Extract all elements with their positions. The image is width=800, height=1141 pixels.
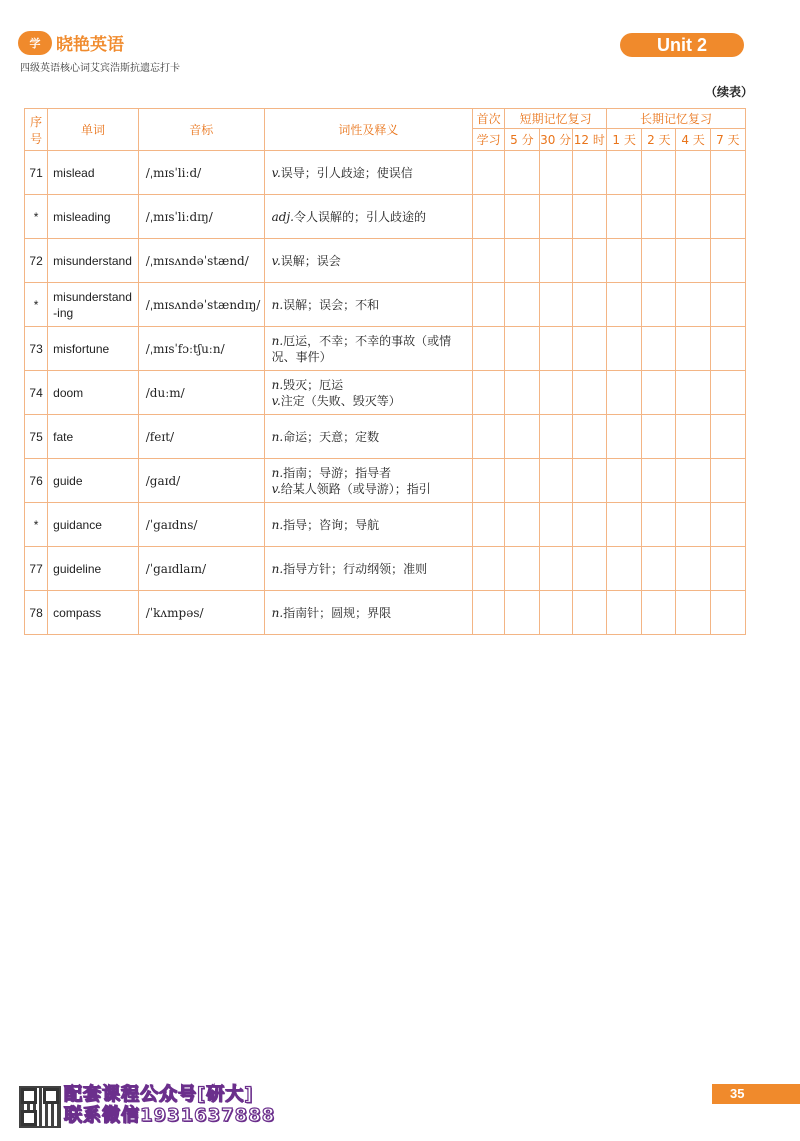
page-number: 35 <box>712 1084 800 1104</box>
check-2day[interactable] <box>642 327 676 371</box>
check-12h[interactable] <box>572 415 606 459</box>
page-subtitle: 四级英语核心词艾宾浩斯抗遗忘打卡 <box>20 63 180 74</box>
row-phonetic: /ˈgaɪdlaɪn/ <box>138 547 264 591</box>
meaning: 厄运，不幸；不幸的事故（或情况、事件） <box>271 333 452 364</box>
row-phonetic: /gaɪd/ <box>138 459 264 503</box>
check-5min[interactable] <box>505 503 539 547</box>
qr-finder-icon <box>21 1110 37 1126</box>
check-first-study[interactable] <box>473 371 505 415</box>
word-line-2: -ing <box>53 305 74 320</box>
row-phonetic: /ˌmɪsˈliːd/ <box>138 151 264 195</box>
check-7day[interactable] <box>710 547 745 591</box>
row-number: 75 <box>25 415 48 459</box>
check-1day[interactable] <box>606 547 641 591</box>
row-word: fate <box>48 415 139 459</box>
word-line-1: misunderstand <box>53 289 132 304</box>
header-short-30min: 30 分 <box>539 129 572 151</box>
check-4day[interactable] <box>676 239 710 283</box>
check-30min[interactable] <box>539 371 572 415</box>
header-long-term: 长期记忆复习 <box>606 109 745 129</box>
row-phonetic: /ˈgaɪdns/ <box>138 503 264 547</box>
check-7day[interactable] <box>710 591 745 635</box>
check-5min[interactable] <box>505 547 539 591</box>
check-1day[interactable] <box>606 151 641 195</box>
row-phonetic: /ˈkʌmpəs/ <box>138 591 264 635</box>
part-of-speech: n. <box>271 377 284 392</box>
check-2day[interactable] <box>642 503 676 547</box>
header-definition: 词性及释义 <box>264 109 472 151</box>
row-number: * <box>25 283 48 327</box>
check-2day[interactable] <box>642 283 676 327</box>
row-number: * <box>25 503 48 547</box>
check-5min[interactable] <box>505 283 539 327</box>
check-4day[interactable] <box>676 503 710 547</box>
row-phonetic: /ˌmɪsʌndəˈstændɪŋ/ <box>138 283 264 327</box>
check-first-study[interactable] <box>473 591 505 635</box>
part-of-speech: v. <box>271 481 281 496</box>
check-30min[interactable] <box>539 459 572 503</box>
part-of-speech: n. <box>271 333 284 348</box>
check-12h[interactable] <box>572 371 606 415</box>
row-word: guideline <box>48 547 139 591</box>
qr-finder-icon <box>21 1088 37 1104</box>
row-definition <box>264 151 472 195</box>
meaning: 令人误解的；引人歧途的 <box>294 209 427 224</box>
row-definition <box>264 503 472 547</box>
check-4day[interactable] <box>676 415 710 459</box>
check-7day[interactable] <box>710 371 745 415</box>
check-30min[interactable] <box>539 195 572 239</box>
check-2day[interactable] <box>642 239 676 283</box>
part-of-speech: v. <box>271 253 281 268</box>
logo-badge: 学 <box>18 31 52 55</box>
row-word <box>48 283 139 327</box>
part-of-speech: v. <box>271 165 281 180</box>
header-first-study-top: 首次 <box>473 109 505 129</box>
part-of-speech: n. <box>271 429 284 444</box>
check-1day[interactable] <box>606 503 641 547</box>
table-row <box>25 415 746 459</box>
check-5min[interactable] <box>505 239 539 283</box>
row-number: * <box>25 195 48 239</box>
row-word: compass <box>48 591 139 635</box>
check-2day[interactable] <box>642 371 676 415</box>
row-word: misleading <box>48 195 139 239</box>
check-2day[interactable] <box>642 415 676 459</box>
header-short-term: 短期记忆复习 <box>505 109 607 129</box>
meaning: 指南针；圆规；界限 <box>283 605 392 620</box>
check-1day[interactable] <box>606 415 641 459</box>
check-5min[interactable] <box>505 459 539 503</box>
meaning: 误导；引人歧途；使误信 <box>280 165 413 180</box>
header-short-12h: 12 时 <box>572 129 606 151</box>
check-first-study[interactable] <box>473 195 505 239</box>
check-1day[interactable] <box>606 283 641 327</box>
row-phonetic: /feɪt/ <box>138 415 264 459</box>
meaning: 指南；导游；指导者 <box>283 465 392 480</box>
check-first-study[interactable] <box>473 459 505 503</box>
row-definition <box>264 239 472 283</box>
check-2day[interactable] <box>642 151 676 195</box>
row-number: 71 <box>25 151 48 195</box>
unit-badge: Unit 2 <box>620 33 744 57</box>
check-30min[interactable] <box>539 239 572 283</box>
meaning: 注定（失败、毁灭等） <box>280 393 401 408</box>
header-long-7day: 7 天 <box>710 129 745 151</box>
check-12h[interactable] <box>572 195 606 239</box>
logo-text: 晓艳英语 <box>56 35 124 55</box>
meaning: 给某人领路（或导游）；指引 <box>280 481 431 496</box>
check-4day[interactable] <box>676 195 710 239</box>
row-definition <box>264 195 472 239</box>
table-row <box>25 459 746 503</box>
check-4day[interactable] <box>676 327 710 371</box>
check-first-study[interactable] <box>473 239 505 283</box>
header-short-5min: 5 分 <box>505 129 539 151</box>
promo-line-1: 配套课程公众号[研大] <box>64 1084 254 1105</box>
vocabulary-table <box>24 108 746 635</box>
check-2day[interactable] <box>642 459 676 503</box>
row-word: misfortune <box>48 327 139 371</box>
row-definition <box>264 283 472 327</box>
header-long-2day: 2 天 <box>642 129 676 151</box>
row-definition <box>264 371 472 415</box>
row-phonetic: /ˌmɪsʌndəˈstænd/ <box>138 239 264 283</box>
check-4day[interactable] <box>676 591 710 635</box>
meaning: 指导；咨询；导航 <box>283 517 380 532</box>
meaning: 误解；误会 <box>280 253 341 268</box>
check-30min[interactable] <box>539 327 572 371</box>
check-30min[interactable] <box>539 415 572 459</box>
check-30min[interactable] <box>539 591 572 635</box>
row-number: 77 <box>25 547 48 591</box>
check-12h[interactable] <box>572 239 606 283</box>
check-30min[interactable] <box>539 283 572 327</box>
logo <box>18 30 124 55</box>
part-of-speech: adj. <box>271 209 294 224</box>
table-row <box>25 283 746 327</box>
check-30min[interactable] <box>539 151 572 195</box>
check-1day[interactable] <box>606 591 641 635</box>
part-of-speech: n. <box>271 297 284 312</box>
part-of-speech: n. <box>271 561 284 576</box>
row-definition <box>264 547 472 591</box>
check-1day[interactable] <box>606 239 641 283</box>
row-number: 72 <box>25 239 48 283</box>
check-2day[interactable] <box>642 547 676 591</box>
check-7day[interactable] <box>710 239 745 283</box>
check-4day[interactable] <box>676 547 710 591</box>
table-row <box>25 547 746 591</box>
check-12h[interactable] <box>572 151 606 195</box>
check-first-study[interactable] <box>473 415 505 459</box>
check-7day[interactable] <box>710 459 745 503</box>
promo-line-2: 联系微信1931637888 <box>64 1105 276 1126</box>
check-2day[interactable] <box>642 591 676 635</box>
header-phonetic: 音标 <box>138 109 264 151</box>
header-long-1day: 1 天 <box>606 129 641 151</box>
row-number: 74 <box>25 371 48 415</box>
check-30min[interactable] <box>539 503 572 547</box>
row-number: 76 <box>25 459 48 503</box>
check-1day[interactable] <box>606 327 641 371</box>
check-1day[interactable] <box>606 459 641 503</box>
check-first-study[interactable] <box>473 283 505 327</box>
check-7day[interactable] <box>710 327 745 371</box>
meaning: 误解；误会；不和 <box>283 297 380 312</box>
check-7day[interactable] <box>710 283 745 327</box>
meaning: 指导方针；行动纲领；准则 <box>283 561 428 576</box>
check-5min[interactable] <box>505 371 539 415</box>
check-4day[interactable] <box>676 459 710 503</box>
row-number: 73 <box>25 327 48 371</box>
row-definition <box>264 591 472 635</box>
continued-label: （续表） <box>705 85 754 99</box>
row-definition <box>264 459 472 503</box>
check-5min[interactable] <box>505 327 539 371</box>
check-first-study[interactable] <box>473 327 505 371</box>
part-of-speech: n. <box>271 605 284 620</box>
check-4day[interactable] <box>676 371 710 415</box>
check-30min[interactable] <box>539 547 572 591</box>
meaning: 毁灭；厄运 <box>283 377 344 392</box>
check-1day[interactable] <box>606 371 641 415</box>
row-word: guide <box>48 459 139 503</box>
check-7day[interactable] <box>710 195 745 239</box>
header-index: 序号 <box>25 109 48 151</box>
qr-finder-icon <box>43 1088 59 1104</box>
check-5min[interactable] <box>505 415 539 459</box>
check-12h[interactable] <box>572 503 606 547</box>
check-7day[interactable] <box>710 151 745 195</box>
table-row <box>25 591 746 635</box>
table-row <box>25 239 746 283</box>
table-row <box>25 503 746 547</box>
header-long-4day: 4 天 <box>676 129 710 151</box>
check-first-study[interactable] <box>473 547 505 591</box>
part-of-speech: n. <box>271 517 284 532</box>
part-of-speech: v. <box>271 393 281 408</box>
check-4day[interactable] <box>676 283 710 327</box>
header-first-study-bottom: 学习 <box>473 129 505 151</box>
check-12h[interactable] <box>572 327 606 371</box>
promo-block <box>64 1084 275 1126</box>
check-first-study[interactable] <box>473 503 505 547</box>
check-12h[interactable] <box>572 547 606 591</box>
table-row <box>25 371 746 415</box>
check-12h[interactable] <box>572 591 606 635</box>
row-word: doom <box>48 371 139 415</box>
check-2day[interactable] <box>642 195 676 239</box>
row-phonetic: /ˌmɪsˈliːdɪŋ/ <box>138 195 264 239</box>
row-phonetic: /duːm/ <box>138 371 264 415</box>
check-5min[interactable] <box>505 195 539 239</box>
check-12h[interactable] <box>572 459 606 503</box>
check-7day[interactable] <box>710 415 745 459</box>
row-phonetic: /ˌmɪsˈfɔːtʃuːn/ <box>138 327 264 371</box>
check-5min[interactable] <box>505 591 539 635</box>
table-row <box>25 195 746 239</box>
row-word: mislead <box>48 151 139 195</box>
row-word: misunderstand <box>48 239 139 283</box>
table-row <box>25 327 746 371</box>
check-12h[interactable] <box>572 283 606 327</box>
check-5min[interactable] <box>505 151 539 195</box>
qr-code <box>19 1086 61 1128</box>
part-of-speech: n. <box>271 465 284 480</box>
row-word: guidance <box>48 503 139 547</box>
meaning: 命运；天意；定数 <box>283 429 380 444</box>
header-word: 单词 <box>48 109 139 151</box>
check-7day[interactable] <box>710 503 745 547</box>
check-1day[interactable] <box>606 195 641 239</box>
check-first-study[interactable] <box>473 151 505 195</box>
table-row <box>25 151 746 195</box>
row-number: 78 <box>25 591 48 635</box>
row-definition <box>264 415 472 459</box>
check-4day[interactable] <box>676 151 710 195</box>
row-definition <box>264 327 472 371</box>
